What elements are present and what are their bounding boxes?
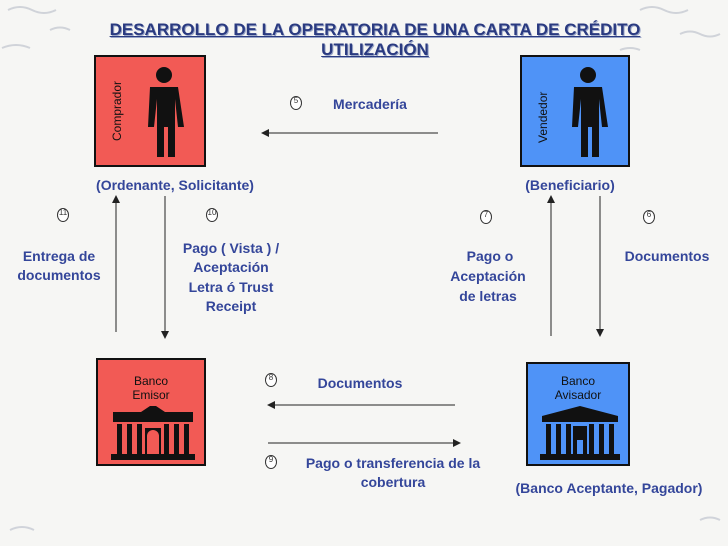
banco-avisador-label-1: Banco xyxy=(560,374,596,388)
step-number-8: 8 xyxy=(265,373,277,387)
comprador-label: Comprador xyxy=(110,80,124,141)
pago-transferencia-label-2: cobertura xyxy=(360,474,426,490)
banco-emisor-label-1: Banco xyxy=(133,374,169,388)
pago-vista-label-3: Letra ó Trust xyxy=(188,279,274,295)
step-number-5: 5 xyxy=(290,96,302,110)
page-title: DESARROLLO DE LA OPERATORIA DE UNA CARTA DE CRÉDITO UTILIZACIÓN xyxy=(109,20,641,59)
step-number-11: 11 xyxy=(57,208,69,222)
pago-vista-label-2: Aceptación xyxy=(193,259,269,275)
banco-avisador-label-2: Avisador xyxy=(554,388,602,402)
vendedor-role: (Beneficiario) xyxy=(525,177,615,193)
banco-avisador-role: (Banco Aceptante, Pagador) xyxy=(515,480,703,496)
pago-transferencia-label-1: Pago o transferencia de la xyxy=(305,455,481,471)
step-number-6: 6 xyxy=(643,210,655,224)
banco-emisor-label-2: Emisor xyxy=(132,388,170,402)
step-number-9: 9 xyxy=(265,455,277,469)
pago-vista-label-1: Pago ( Vista ) / xyxy=(182,240,280,256)
vendedor-label: Vendedor xyxy=(536,91,550,143)
documentos-mid-label: Documentos xyxy=(317,375,403,391)
pago-vista-label-4: Receipt xyxy=(205,298,257,314)
entrega-label-2: documentos xyxy=(17,267,101,283)
pago-aceptacion-label-3: de letras xyxy=(459,288,517,304)
mercaderia-label: Mercadería xyxy=(333,96,407,112)
pago-aceptacion-label-2: Aceptación xyxy=(450,268,526,284)
pago-aceptacion-label-1: Pago o xyxy=(466,248,514,264)
documentos-right-label: Documentos xyxy=(624,248,710,264)
step-number-7: 7 xyxy=(480,210,492,224)
step-number-10: 10 xyxy=(206,208,218,222)
comprador-role: (Ordenante, Solicitante) xyxy=(96,177,254,193)
entrega-label-1: Entrega de xyxy=(22,248,96,264)
